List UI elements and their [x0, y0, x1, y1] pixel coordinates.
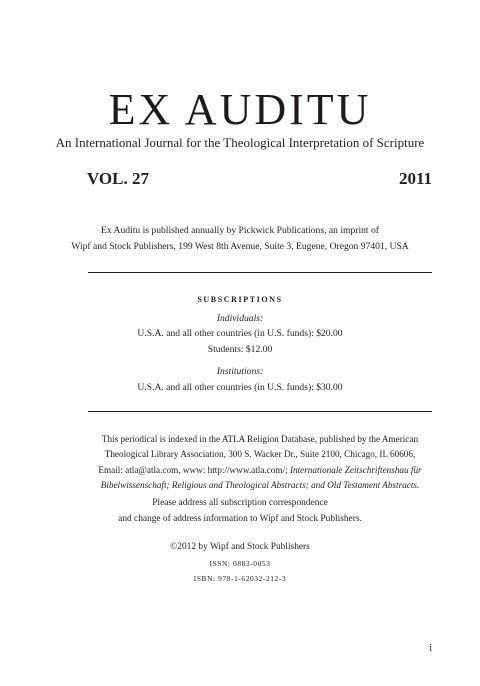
correspondence-line: and change of address information to Wipf and Stock Publishers.: [118, 513, 362, 524]
correspondence-notice: [0, 496, 480, 527]
subscriptions-heading: SUBSCRIPTIONS: [197, 295, 283, 304]
individuals-price: U.S.A. and all other countries (in U.S. funds): $20.00: [137, 328, 343, 339]
divider-bottom: [88, 411, 432, 412]
volume-label: VOL. 27: [87, 169, 149, 188]
subscriptions-section: [0, 292, 480, 395]
institutions-label: Institutions:: [216, 366, 264, 377]
institutions-price: U.S.A. and all other countries (in U.S. funds): $30.00: [137, 381, 343, 393]
journal-title: EX AUDITU: [108, 85, 372, 134]
publisher-info-line: Ex Auditu is published annually by Pickwick Publications, an imprint of: [101, 225, 379, 236]
spacer: [0, 357, 480, 364]
page-number: i: [429, 643, 432, 654]
divider-top: [88, 272, 432, 273]
indexing-italic: Internationale Zeitschriftenshau für: [289, 464, 422, 475]
copyright-block: [0, 540, 480, 587]
journal-subtitle: An International Journal for the Theological Interpretation of Scripture: [55, 135, 425, 150]
indexing-notice: [88, 432, 432, 494]
students-price: Students: $12.00: [207, 343, 273, 355]
individuals-label: Individuals:: [216, 312, 264, 324]
publisher-info-line: Wipf and Stock Publishers, 199 West 8th Avenue, Suite 3, Eugene, Oregon 97401, USA: [71, 241, 409, 252]
indexing-line: This periodical is indexed in the ATLA Religion Database, published by the American: [101, 434, 419, 444]
correspondence-line: Please address all subscription correspondence: [152, 498, 328, 508]
indexing-line: [88, 463, 432, 478]
volume-year: 2011: [398, 169, 432, 188]
isbn: ISBN: 978-1-62032-212-3: [193, 574, 287, 583]
issn: ISSN: 0883-0053: [209, 558, 271, 568]
publisher-info: [0, 223, 480, 255]
indexing-line: Theological Library Association, 300 S. Wacker Dr., Suite 2100, Chicago, IL 60606,: [104, 449, 416, 460]
indexing-line-italic: Bibelwissenschaft; Religious and Theological Abstracts; and Old Testament Abstracts.: [100, 480, 420, 491]
indexing-email-web: Email: atla@atla.com, www: http://www.atla.com/;: [98, 464, 290, 475]
copyright-line: ©2012 by Wipf and Stock Publishers: [170, 542, 310, 552]
